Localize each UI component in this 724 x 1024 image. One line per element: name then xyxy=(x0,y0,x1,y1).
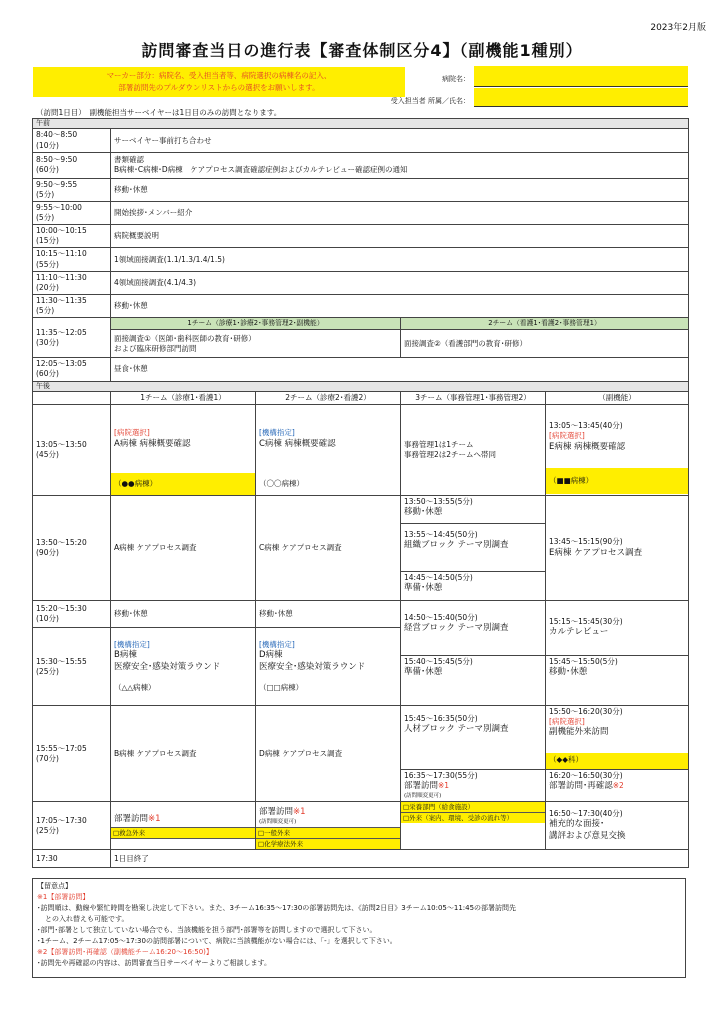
blank-cell xyxy=(33,392,111,405)
day-end: 1日目終了 xyxy=(111,850,689,868)
note-line: ･訪問順は、動線や繁忙時間を勘案し決定して下さい。また、3チーム16:35〜17:30の部署訪問先は、《訪問2日目》3チーム10:05〜11:45の部署訪問先 xyxy=(37,904,517,912)
edition-label: 2023年2月版 xyxy=(650,23,706,33)
section-am: 午前 xyxy=(33,119,689,129)
team3-accompany: 事務管理1は1チーム 事務管理2は2チームへ帯同 xyxy=(401,405,546,496)
hospital-name-field[interactable] xyxy=(474,66,688,87)
note-heading-2: ※2【部署訪問･再確認（副機能チーム16:20〜16:50)】 xyxy=(37,948,213,956)
activity-cell: 昼食･休憩 xyxy=(111,358,689,381)
activity-cell: 4領域面接調査(4.1/4.3) xyxy=(111,271,689,294)
dept-select-field[interactable]: □一般外来 xyxy=(256,827,400,838)
team3-blocks: 13:50〜13:55(5分) 移動･休憩 13:55〜14:45(50分) 組織ブロック テーマ別調査 14:45〜14:50(5分) 準備･休憩 xyxy=(401,496,546,601)
team2-interview: 面接調査②（看護部門の教育･研修） xyxy=(401,330,689,358)
team1-safety-round: [機構指定] B病棟 医療安全･感染対策ラウンド （△△病棟） xyxy=(111,628,256,706)
team1-ward-overview: [病院選択] A病棟 病棟概要確認 （●●病棟） xyxy=(111,405,256,496)
time-cell: 10:15〜11:10 (55分) xyxy=(33,248,111,271)
activity-cell: C病棟 ケアプロセス調査 xyxy=(256,496,401,601)
schedule-table xyxy=(32,118,689,868)
ward-select-field[interactable]: （●●病棟） xyxy=(111,473,255,495)
sub-ward-overview: 13:05〜13:45(40分) [病院選択] E病棟 病棟概要確認 （■■病棟） xyxy=(546,405,689,496)
note-line: ･部門･部署として独立していない場合でも、当該機能を担う部門･部署等を訪問しますので選択して下さい。 xyxy=(37,926,377,934)
notes-heading: 【留意点】 xyxy=(37,882,72,890)
dept-select-field[interactable]: □外来（案内、環境、受診の流れ等） xyxy=(401,812,545,823)
team1-header: 1チーム（診療1･診療2･事務管理2･副機能） xyxy=(111,318,401,330)
activity-cell: B病棟 ケアプロセス調査 xyxy=(111,706,256,802)
time-cell: 9:55〜10:00 (5分) xyxy=(33,201,111,224)
time-cell: 15:55〜17:05 (70分) xyxy=(33,706,111,802)
activity-cell: 移動･休憩 xyxy=(111,294,689,317)
hospital-name-label: 病院名： xyxy=(442,75,470,83)
activity-cell: 移動･休憩 xyxy=(111,178,689,201)
sub-chart-review: 15:15〜15:45(30分) カルテレビュー 15:45〜15:50(5分) 移動･休憩 xyxy=(546,601,689,706)
note-line: ･1チーム、2チーム17:05〜17:30の訪問部署について、病院に当該機能がない場合には、「-」を選択して下さい。 xyxy=(37,937,397,945)
team1-interview: 面接調査①（医師･歯科医師の教育･研修） および臨床研修部門訪問 xyxy=(111,330,401,358)
contact-person-label: 受入担当者 所属／氏名： xyxy=(390,97,470,105)
activity-cell: サーベイヤー事前打ち合わせ xyxy=(111,129,689,152)
dept-select-field[interactable]: □栄養部門（給食施設） xyxy=(401,802,545,812)
note-line: ･訪問先や再確認の内容は、訪問審査当日サーベイヤーよりご相談します。 xyxy=(37,959,271,967)
activity-cell: A病棟 ケアプロセス調査 xyxy=(111,496,256,601)
note-heading-1: ※1【部署訪問】 xyxy=(37,893,90,901)
time-cell: 11:30〜11:35 (5分) xyxy=(33,294,111,317)
sub-final-interview: 16:50〜17:30(40分) 補充的な面接･ 講評および意見交換 xyxy=(546,802,689,850)
activity-cell: 病院概要説明 xyxy=(111,225,689,248)
intro-note: （訪問1日目） 副機能担当サーベイヤーは1日目のみの訪問となります。 xyxy=(36,108,282,117)
page-title: 訪問審査当日の進行表【審査体制区分4】（副機能1種別） xyxy=(141,41,583,60)
pm-team2-header: 2チーム（診療2･看護2） xyxy=(256,392,401,405)
team2-ward-overview: [機構指定] C病棟 病棟概要確認 （〇〇病棟） xyxy=(256,405,401,496)
time-cell: 15:30〜15:55 (25分) xyxy=(33,628,111,706)
activity-cell: 移動･休憩 xyxy=(111,601,256,628)
activity-cell: 移動･休憩 xyxy=(256,601,401,628)
sub-outpatient-visit: 15:50〜16:20(30分) [病院選択] 副機能外来訪問 （◆◆科） 16:20〜16:50(30分) 部署訪問･再確認※2 xyxy=(546,706,689,802)
pm-subfunction-header: （副機能） xyxy=(546,392,689,405)
marker-note-line1: マーカー部分：病院名、受入担当者等、病院選択の病棟名の記入、 xyxy=(106,71,332,80)
team2-dept-visit: 部署訪問※1 (訪問順変更可) □一般外来 □化学療法外来 xyxy=(256,802,401,850)
note-line: との入れ替えも可能です。 xyxy=(45,915,129,923)
team3-dept-options xyxy=(401,802,546,850)
activity-cell: 書類確認 B病棟･C病棟･D病棟 ケアプロセス調査確認症例およびカルテレビュー確認症例の通知 xyxy=(111,152,689,178)
activity-cell: D病棟 ケアプロセス調査 xyxy=(256,706,401,802)
pm-team3-header: 3チーム（事務管理1･事務管理2） xyxy=(401,392,546,405)
time-cell: 11:10〜11:30 (20分) xyxy=(33,271,111,294)
team2-header: 2チーム（看護1･看護2･事務管理1） xyxy=(401,318,689,330)
notes-box xyxy=(32,878,686,978)
time-cell: 11:35〜12:05 (30分) xyxy=(33,318,111,358)
marker-note-line2: 部署訪問先のプルダウンリストからの選択をお願いします。 xyxy=(118,83,320,92)
marker-note xyxy=(33,67,405,97)
time-cell: 13:50〜15:20 (90分) xyxy=(33,496,111,601)
time-cell: 8:40〜8:50 (10分) xyxy=(33,129,111,152)
ward-select-field[interactable]: （■■病棟） xyxy=(546,468,688,494)
team3-management-block: 14:50〜15:40(50分) 経営ブロック テーマ別調査 15:40〜15:45(5分) 準備･休憩 xyxy=(401,601,546,706)
time-cell: 17:05〜17:30 (25分) xyxy=(33,802,111,850)
section-pm: 午後 xyxy=(33,381,689,391)
contact-person-field[interactable] xyxy=(474,88,688,107)
time-cell: 15:20〜15:30 (10分) xyxy=(33,601,111,628)
team2-safety-round: [機構指定] D病棟 医療安全･感染対策ラウンド （□□病棟） xyxy=(256,628,401,706)
time-cell: 9:50〜9:55 (5分) xyxy=(33,178,111,201)
team3-hr-block: 15:45〜16:35(50分) 人材ブロック テーマ別調査 16:35〜17:30(55分) 部署訪問※1 (訪問順変更可) xyxy=(401,706,546,802)
time-cell: 17:30 xyxy=(33,850,111,868)
department-select-field[interactable]: （◆◆科） xyxy=(546,753,688,770)
activity-cell: 1領域面接調査(1.1/1.3/1.4/1.5) xyxy=(111,248,689,271)
sub-care-process: 13:45〜15:15(90分) E病棟 ケアプロセス調査 xyxy=(546,496,689,601)
dept-select-field[interactable]: □化学療法外来 xyxy=(256,838,400,849)
activity-cell: 開始挨拶･メンバー紹介 xyxy=(111,201,689,224)
time-cell: 8:50〜9:50 (60分) xyxy=(33,152,111,178)
dept-select-field[interactable]: □救急外来 xyxy=(111,827,255,838)
pm-team1-header: 1チーム（診療1･看護1） xyxy=(111,392,256,405)
time-cell: 12:05〜13:05 (60分) xyxy=(33,358,111,381)
time-cell: 10:00〜10:15 (15分) xyxy=(33,225,111,248)
time-cell: 13:05〜13:50 (45分) xyxy=(33,405,111,496)
team1-dept-visit: 部署訪問※1 □救急外来 xyxy=(111,802,256,850)
